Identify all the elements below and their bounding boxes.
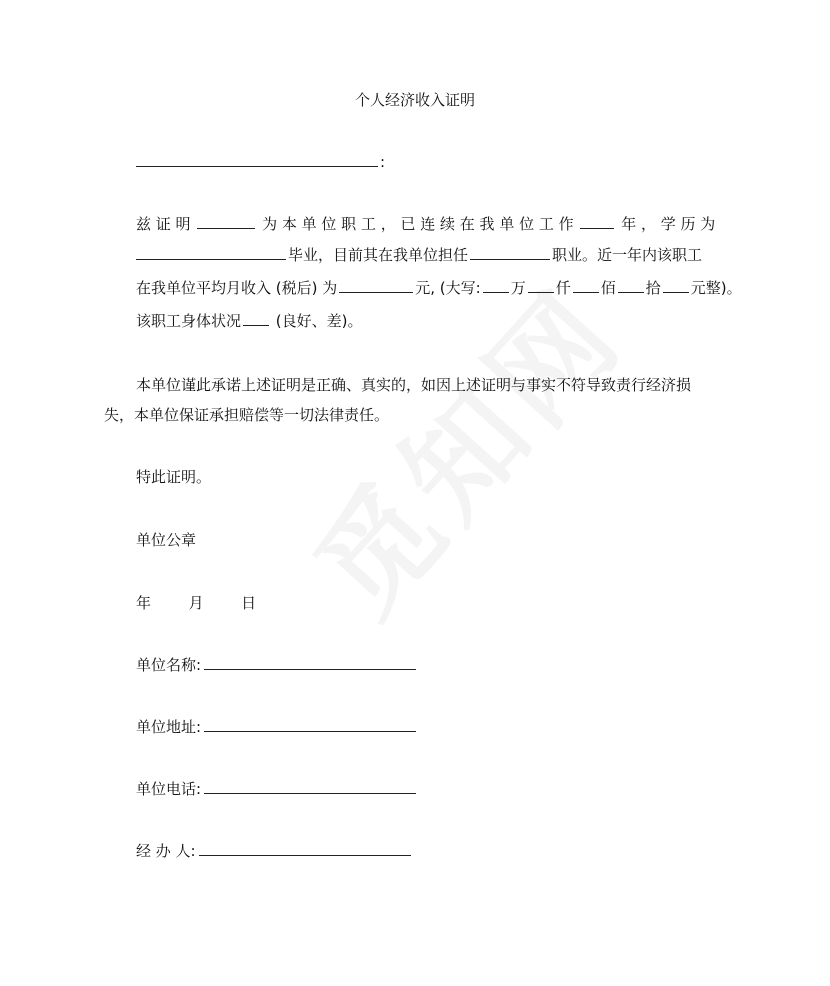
unit-address-blank[interactable]: [204, 730, 416, 732]
text: 在我单位平均月收入 (税后) 为: [136, 279, 338, 297]
date-year: 年: [136, 594, 152, 612]
handler-blank[interactable]: [199, 854, 411, 856]
addressee-colon: :: [380, 153, 386, 171]
field-handler: [136, 840, 411, 861]
position-blank[interactable]: [470, 258, 550, 260]
education-blank[interactable]: [136, 258, 286, 260]
field-label: 单位地址:: [136, 718, 202, 736]
text: 万: [510, 279, 526, 297]
date-month: 月: [188, 594, 204, 612]
health-blank[interactable]: [243, 324, 269, 326]
field-unit-phone: [136, 778, 416, 799]
date-line: [136, 592, 256, 613]
text: 仟: [555, 279, 571, 297]
watermark: [270, 245, 653, 644]
field-label: 经 办 人:: [136, 842, 196, 860]
text: 元, (大写:: [415, 279, 481, 297]
field-label: 单位电话:: [136, 780, 202, 798]
yuan-blank[interactable]: [663, 291, 689, 293]
text: 兹 证 明: [136, 215, 191, 233]
para1-line4: [136, 310, 363, 331]
para1-line2: [136, 244, 702, 265]
wan-blank[interactable]: [483, 291, 509, 293]
text: 拾: [645, 279, 661, 297]
field-unit-name: [136, 654, 416, 675]
text: 佰: [600, 279, 616, 297]
income-blank[interactable]: [339, 291, 413, 293]
text: 毕业，目前其在我单位担任: [288, 246, 469, 264]
text: (良好、差)。: [275, 312, 363, 330]
field-label: 单位名称:: [136, 656, 202, 674]
unit-phone-blank[interactable]: [204, 792, 416, 794]
addressee-blank[interactable]: [136, 165, 378, 167]
shi-blank[interactable]: [618, 291, 644, 293]
addressee-line: [136, 153, 385, 171]
text: 年 ， 学 历 为: [621, 215, 716, 233]
text: 该职工身体状况: [136, 312, 242, 330]
text: 元整)。: [690, 279, 742, 297]
document-title: 个人经济收入证明: [354, 91, 475, 109]
field-unit-address: [136, 716, 416, 737]
text: 为 本 单 位 职 工 ， 已 连 续 在 我 单 位 工 作: [262, 215, 574, 233]
unit-name-blank[interactable]: [204, 668, 416, 670]
text: 职业。近一年内该职工: [552, 246, 703, 264]
seal-label: 单位公章: [136, 531, 197, 549]
qian-blank[interactable]: [528, 291, 554, 293]
para2-line1: 本单位谨此承诺上述证明是正确、真实的，如因上述证明与事实不符导致责行经济损: [136, 376, 692, 394]
years-blank[interactable]: [580, 227, 614, 229]
date-day: 日: [241, 594, 257, 612]
para1-line1: [136, 213, 715, 234]
closing-text: 特此证明。: [136, 468, 212, 486]
para2-line2: 失，本单位保证承担赔偿等一切法律责任。: [104, 406, 390, 424]
para1-line3: [136, 277, 742, 298]
bai-blank[interactable]: [573, 291, 599, 293]
employee-name-blank[interactable]: [197, 227, 255, 229]
